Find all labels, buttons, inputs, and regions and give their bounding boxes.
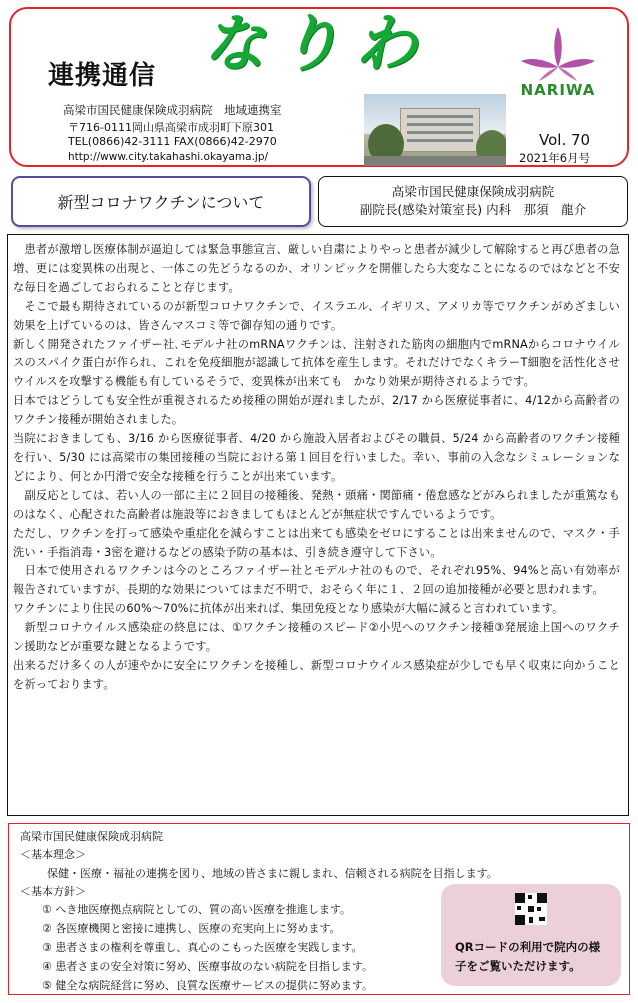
hospital-building-photo — [364, 94, 506, 166]
article-paragraph: ただし、ワクチンを打って感染や重症化を減らすことは出来ても感染をゼロにすることは出来ませんので、マスク・手洗い・手指消毒・3密を避けるなどの感染予防の基本は、引き続き遵守して下さい。 — [13, 526, 620, 559]
article-paragraph: 新型コロナウイルス感染症の終息には、①ワクチン接種のスピード②小児へのワクチン接種③発展途上国へのワクチン援助などが重要な鍵となるようです。 — [13, 621, 620, 654]
publisher-tel-fax: TEL(0866)42-3111 FAX(0866)42-2970 — [68, 135, 277, 148]
footer-hospital-name: 高梁市国民健康保険成羽病院 — [20, 830, 163, 843]
policy-item: ③ 患者さまの権利を尊重し、真心のこもった医療を実践します。 — [42, 941, 363, 954]
qr-caption: QRコードの利用で院内の様子をご覧いただけます。 — [455, 940, 601, 973]
qr-info-box — [441, 884, 621, 986]
logo-text: NARIWA — [520, 81, 596, 99]
article-paragraph: そこで最も期待されているのが新型コロナワクチンで、イスラエル、イギリス、アメリカ等でワクチンがめざましい効果を上げているのは、皆さんマスコミ等で御存知の通りです。 — [13, 299, 620, 332]
masthead — [9, 7, 629, 167]
author-org: 高梁市国民健康保険成羽病院 — [391, 184, 555, 199]
article-title: 新型コロナワクチンについて — [11, 176, 311, 227]
article-paragraph: 出来るだけ多くの人が速やかに安全にワクチンを接種し、新型コロナウイルス感染症が少しでも早く収束に向かうことを祈っております。 — [13, 658, 620, 691]
policy-list — [42, 900, 373, 995]
policy-item: ② 各医療機関と密接に連携し、医療の充実向上に努めます。 — [42, 922, 341, 935]
author-name: 副院長(感染対策室長) 内科 那須 龍介 — [359, 202, 587, 217]
newsletter-logo-word: なりわ — [203, 7, 432, 80]
philosophy-heading: ＜基本理念＞ — [20, 848, 86, 861]
policy-item: ⑤ 健全な病院経営に努め、良質な医療サービスの提供に努めます。 — [42, 979, 374, 992]
article-paragraph: 新しく開発されたファイザー社､モデルナ社のmRNAワクチンは、注射された筋肉の細胞内でmRNAからコロナウイルスのスパイク蛋白が作られ、これを免疫細胞が認識して抗体を産生します。それだけでなくキラーT細胞を活性化させウイルスを攻撃する機能も有しているそうで、変異株が出来ても かなり効果が期待されるようです。 — [13, 337, 620, 389]
newsletter-title: 連携通信 — [48, 61, 157, 91]
qr-code-icon[interactable] — [515, 893, 547, 925]
publisher-url[interactable]: http://www.city.takahashi.okayama.jp/ — [68, 151, 269, 163]
article-paragraph: 患者が激増し医療体制が逼迫しては緊急事態宣言、厳しい自粛によりやっと患者が減少して解除すると再び患者の急増、更には変異株の出現と、一体この先どうなるのか、オリンピックを開催したら大変なことになるのではなどと不安な毎日を過ごしておられることと存じます。 — [13, 243, 620, 294]
policy-item: ④ 患者さまの安全対策に努め、医療事故のない病院を目指します。 — [42, 960, 374, 973]
volume-number: Vol. 70 — [539, 131, 591, 149]
article-paragraph: 副反応としては、若い人の一部に主に２回目の接種後、発熱・頭痛・関節痛・倦怠感などがみられましたが重篤なものはなく、心配された高齢者は施設等におきましてもほとんどが無症状ですんでいるようです。 — [13, 488, 620, 521]
article-paragraph: 日本ではどうしても安全性が重視されるため接種の開始が遅れましたが、2/17 から医療従事者に、4/12から高齢者のワクチン接種が開始されました。 — [13, 394, 620, 427]
article-body — [7, 234, 629, 816]
article-paragraph: 当院におきましても、3/16 から医療従事者、4/20 から施設入居者およびその職員、5/24 から高齢者のワクチン接種を行い、5/30 には高梁市の集団接種の当院における第１回目を行いました。幸い、事前の入念なシミュレーションなどにより、何とか円滑で安全な接種を行うことが出来ています。 — [13, 432, 620, 483]
author-box — [318, 176, 628, 227]
policy-item: ① へき地医療拠点病院としての、質の高い医療を推進します。 — [42, 903, 352, 916]
publisher-org: 高梁市国民健康保険成羽病院 地域連携室 — [63, 103, 282, 117]
publisher-address: 〒716-0111岡山県高梁市成羽町下原301 — [68, 121, 274, 134]
philosophy-text: 保健・医療・福祉の連携を図り、地域の皆さまに親しまれ、信頼される病院を目指します。 — [47, 867, 498, 880]
article-paragraph: 日本で使用されるワクチンは今のところファイザー社とモデルナ社のもので、それぞれ95%、94%と高い有効率が報告されていますが、長期的な効果についてはまだ不明で、おそらく年に１、２回の追加接種が必要と思われます。 — [13, 564, 620, 597]
issue-date: 2021年6月号 — [519, 151, 591, 165]
policy-heading: ＜基本方針＞ — [20, 885, 86, 898]
hospital-info-footer — [8, 823, 630, 995]
article-paragraph: ワクチンにより住民の60%～70%に抗体が出来れば、集団免疫となり感染が大幅に減ると言われています。 — [13, 602, 564, 616]
